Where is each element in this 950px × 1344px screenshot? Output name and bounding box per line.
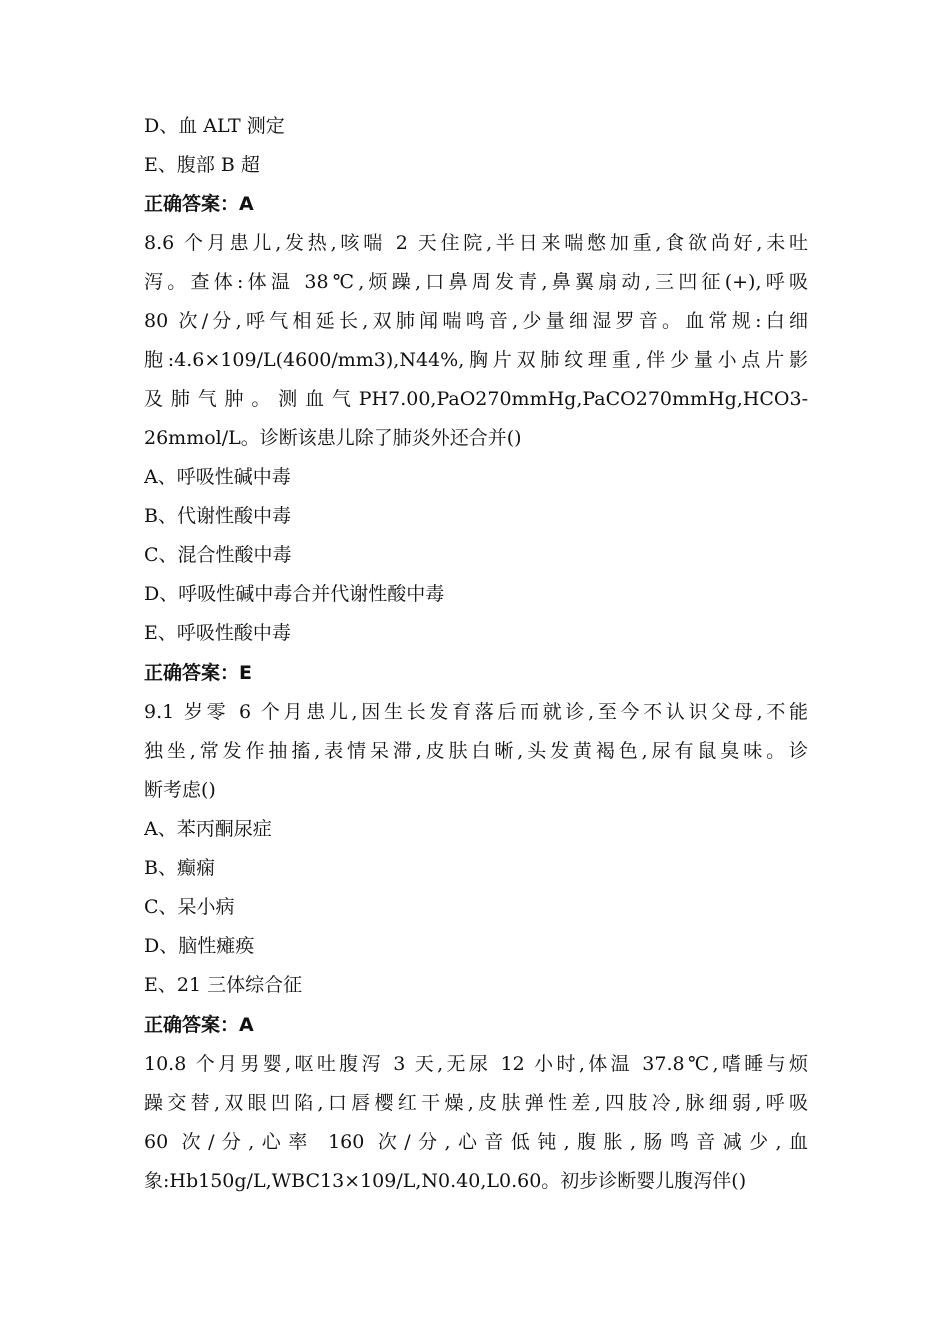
question-9-line-3: 断考虑()	[144, 779, 216, 801]
option-a-q8: A、呼吸性碱中毒	[144, 466, 291, 488]
answer-q7: 正确答案：A	[144, 193, 254, 215]
question-10-line-2: 躁交替,双眼凹陷,口唇樱红干燥,皮肤弹性差,四肢冷,脉细弱,呼吸	[144, 1092, 808, 1114]
option-c-q8: C、混合性酸中毒	[144, 544, 292, 566]
option-e-q8: E、呼吸性酸中毒	[144, 622, 291, 644]
option-b-q8: B、代谢性酸中毒	[144, 505, 291, 527]
option-e-q9: E、21 三体综合征	[144, 974, 303, 996]
option-d-q9: D、脑性瘫痪	[144, 935, 255, 957]
answer-q9: 正确答案：A	[144, 1014, 254, 1036]
question-10-line-4: 象:Hb150g/L,WBC13×109/L,N0.40,L0.60。初步诊断婴儿腹泻伴()	[144, 1170, 747, 1192]
option-d-q8: D、呼吸性碱中毒合并代谢性酸中毒	[144, 583, 445, 605]
question-8-line-4: 胞:4.6×109/L(4600/mm3),N44%,胸片双肺纹理重,伴少量小点片影	[144, 349, 808, 371]
question-8-line-1: 8.6 个月患儿,发热,咳喘 2 天住院,半日来喘憋加重,食欲尚好,未吐	[144, 232, 808, 254]
question-8-line-2: 泻。查体:体温 38℃,烦躁,口鼻周发青,鼻翼扇动,三凹征(+),呼吸	[144, 271, 808, 293]
question-8-line-6: 26mmol/L。诊断该患儿除了肺炎外还合并()	[144, 427, 522, 449]
option-c-q9: C、呆小病	[144, 896, 235, 918]
option-d-q7: D、血 ALT 测定	[144, 115, 285, 137]
question-10-line-1: 10.8 个月男婴,呕吐腹泻 3 天,无尿 12 小时,体温 37.8℃,嗜睡与烦	[144, 1053, 808, 1075]
option-e-q7: E、腹部 B 超	[144, 154, 260, 176]
answer-q8: 正确答案：E	[144, 662, 252, 684]
question-9-line-1: 9.1 岁零 6 个月患儿,因生长发育落后而就诊,至今不认识父母,不能	[144, 701, 808, 723]
option-a-q9: A、苯丙酮尿症	[144, 818, 272, 840]
question-10-line-3: 60 次/分,心率 160 次/分,心音低钝,腹胀,肠鸣音减少,血	[144, 1131, 808, 1153]
question-9-line-2: 独坐,常发作抽搐,表情呆滞,皮肤白晰,头发黄褐色,尿有鼠臭味。诊	[144, 740, 808, 762]
option-b-q9: B、癫痫	[144, 857, 215, 879]
question-8-line-5: 及 肺 气 肿 。 测 血 气 PH7.00,PaO270mmHg,PaCO270mmHg,HCO3-	[144, 388, 808, 410]
question-8-line-3: 80 次/分,呼气相延长,双肺闻喘鸣音,少量细湿罗音。血常规:白细	[144, 310, 808, 332]
